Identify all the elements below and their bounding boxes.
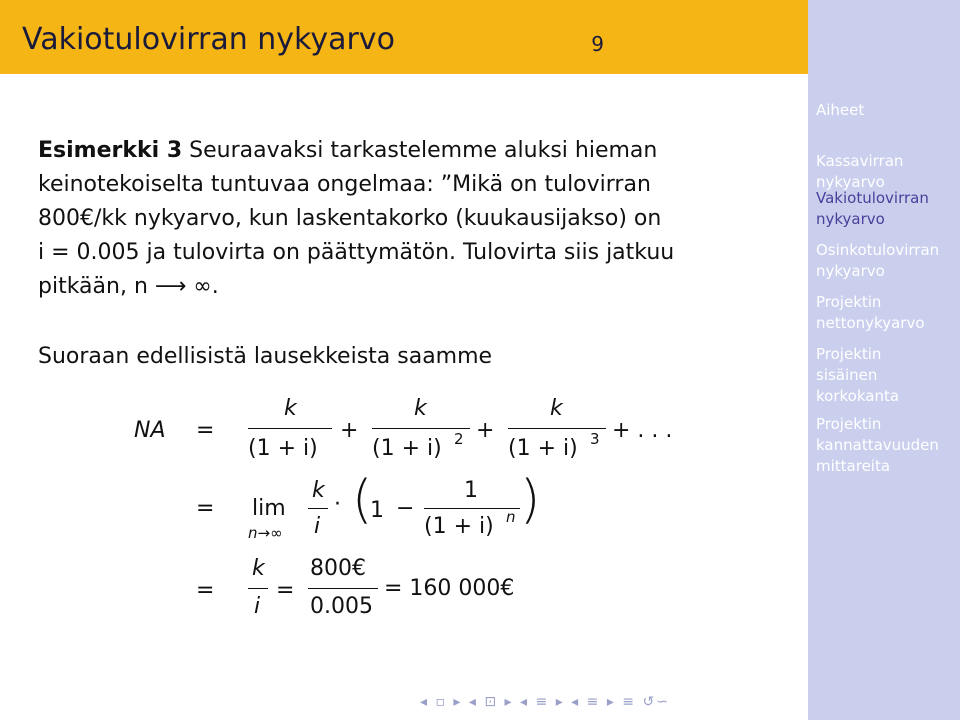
frac4-denominator: i <box>314 514 321 539</box>
slide-navigation-controls[interactable]: ◂ ▫ ▸ ◂ ⊡ ▸ ◂ ≡ ▸ ◂ ≡ ▸ ≡ ↺∽ <box>420 694 670 710</box>
frac1-denominator: (1 + i) <box>248 436 318 461</box>
sidebar-item-label: Vakiotulovirran <box>816 189 929 207</box>
frac4-line <box>308 508 328 509</box>
series-tail: + . . . <box>612 418 673 443</box>
frac6-line <box>248 588 268 589</box>
example-label: Esimerkki 3 <box>38 138 183 163</box>
frac7-line <box>308 588 378 589</box>
sidebar-item-label: nykyarvo <box>816 262 885 280</box>
frac3-exponent: 3 <box>590 430 600 448</box>
one-term: 1 <box>370 498 384 523</box>
derivation-intro: Suoraan edellisistä lausekkeista saamme <box>38 344 493 369</box>
sidebar-heading: Aiheet <box>816 101 865 119</box>
final-result: = 160 000€ <box>384 576 515 601</box>
example-line-3: 800€/kk nykyarvo, kun laskentakorko (kuukausijakso) on <box>38 206 662 231</box>
frac4-numerator: k <box>312 478 325 503</box>
left-paren: ( <box>352 470 373 530</box>
sidebar-item-projektin-nettonykyarvo[interactable] <box>816 292 956 334</box>
sidebar-item-label: Projektin <box>816 415 882 433</box>
sidebar-item-projektin-kannattavuuden-mittareita[interactable] <box>816 414 956 477</box>
sidebar-item-label: mittareita <box>816 457 891 475</box>
frac7-denominator: 0.005 <box>310 594 373 619</box>
slide-header <box>0 0 808 74</box>
sidebar-item-label: Osinkotulovirran <box>816 241 940 259</box>
example-paragraph <box>38 134 674 304</box>
plus-1: + <box>340 418 359 443</box>
frac2-numerator: k <box>414 396 427 421</box>
plus-2: + <box>476 418 495 443</box>
sidebar-item-label: Projektin <box>816 293 882 311</box>
eq-lhs: NA <box>134 418 166 443</box>
multiply-dot: · <box>334 492 341 517</box>
frac1-numerator: k <box>284 396 297 421</box>
limit-operator: lim <box>252 496 286 521</box>
sidebar-item-label: kannattavuuden <box>816 436 939 454</box>
frac1-line <box>248 428 332 429</box>
frac5-denominator: (1 + i) <box>424 514 494 539</box>
sidebar-item-label: Kassavirran <box>816 152 904 170</box>
sidebar-item-label: korkokanta <box>816 387 900 405</box>
frac3-denominator: (1 + i) <box>508 436 578 461</box>
eq-equals-1: = <box>196 418 215 443</box>
eq-equals-3: = <box>196 578 215 603</box>
eq-equals-4: = <box>276 578 295 603</box>
frac5-numerator: 1 <box>464 478 478 503</box>
sidebar-item-vakiotulovirran-nykyarvo[interactable] <box>816 188 956 230</box>
frac2-exponent: 2 <box>454 430 464 448</box>
frac2-denominator: (1 + i) <box>372 436 442 461</box>
frac3-numerator: k <box>550 396 563 421</box>
example-line-2: keinotekoiselta tuntuvaa ongelmaa: ”Mikä on tulovirran <box>38 172 651 197</box>
right-paren: ) <box>520 470 541 530</box>
sidebar-item-label: nettonykyarvo <box>816 314 925 332</box>
frac6-denominator: i <box>254 594 261 619</box>
example-line-1 <box>38 134 674 168</box>
page-number: 9 <box>591 32 604 56</box>
eq-equals-2: = <box>196 496 215 521</box>
sidebar-item-label: nykyarvo <box>816 173 885 191</box>
sidebar-item-kassavirran-nykyarvo[interactable] <box>816 151 956 193</box>
sidebar-item-projektin-sisainen-korkokanta[interactable] <box>816 344 956 407</box>
slide-title: Vakiotulovirran nykyarvo <box>22 22 395 57</box>
sidebar-item-label: nykyarvo <box>816 210 885 228</box>
example-text: Seuraavaksi tarkastelemme aluksi hieman <box>189 138 658 163</box>
frac6-numerator: k <box>252 556 265 581</box>
example-line-4: i = 0.005 ja tulovirta on päättymätön. Tulovirta siis jatkuu <box>38 240 675 265</box>
frac5-exponent: n <box>506 508 516 526</box>
limit-subscript: n→∞ <box>248 524 283 542</box>
example-line-5: pitkään, n ⟶ ∞. <box>38 274 219 299</box>
sidebar-item-label: Projektin <box>816 345 882 363</box>
minus-sign: − <box>396 496 415 521</box>
sidebar-item-osinkotulovirran-nykyarvo[interactable] <box>816 240 956 282</box>
frac7-numerator: 800€ <box>310 556 366 581</box>
sidebar-item-label: sisäinen <box>816 366 878 384</box>
